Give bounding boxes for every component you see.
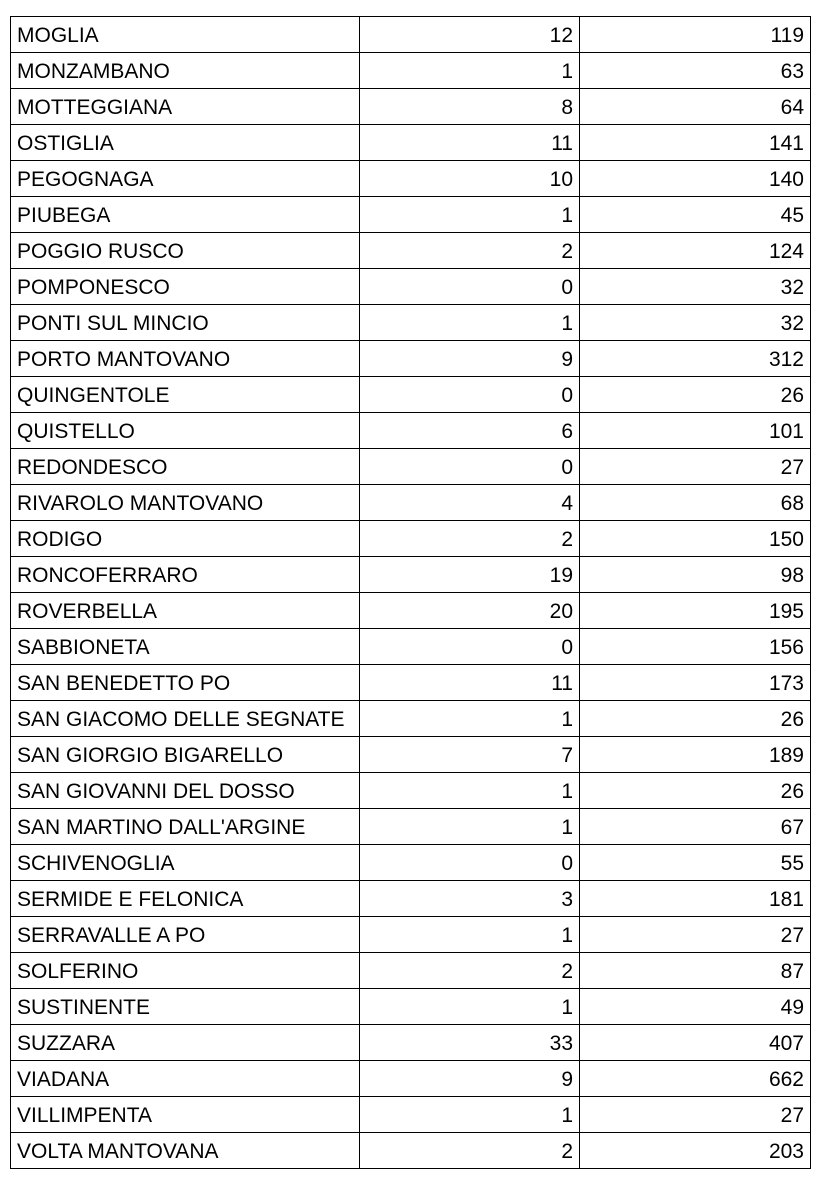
value-cell-1: 2: [360, 521, 580, 557]
value-cell-2: 119: [580, 17, 811, 53]
table-row: [11, 305, 811, 341]
value-cell-2: 203: [580, 1133, 811, 1169]
municipality-name-cell: PEGOGNAGA: [11, 161, 360, 197]
value-cell-1: 2: [360, 953, 580, 989]
table-row: [11, 53, 811, 89]
value-cell-1: 3: [360, 881, 580, 917]
value-cell-1: 1: [360, 917, 580, 953]
municipality-name-cell: RONCOFERRARO: [11, 557, 360, 593]
value-cell-1: 2: [360, 233, 580, 269]
value-cell-2: 87: [580, 953, 811, 989]
municipality-name-cell: SUSTINENTE: [11, 989, 360, 1025]
table-row: [11, 521, 811, 557]
municipality-name-cell: OSTIGLIA: [11, 125, 360, 161]
value-cell-2: 67: [580, 809, 811, 845]
value-cell-2: 195: [580, 593, 811, 629]
municipality-name-cell: SUZZARA: [11, 1025, 360, 1061]
value-cell-1: 1: [360, 701, 580, 737]
table-row: [11, 125, 811, 161]
value-cell-1: 1: [360, 53, 580, 89]
table-row: [11, 557, 811, 593]
value-cell-1: 11: [360, 125, 580, 161]
value-cell-2: 189: [580, 737, 811, 773]
value-cell-2: 27: [580, 1097, 811, 1133]
table-row: [11, 89, 811, 125]
value-cell-1: 20: [360, 593, 580, 629]
value-cell-1: 12: [360, 17, 580, 53]
table-row: [11, 1025, 811, 1061]
municipality-name-cell: POMPONESCO: [11, 269, 360, 305]
value-cell-1: 1: [360, 305, 580, 341]
municipality-name-cell: POGGIO RUSCO: [11, 233, 360, 269]
value-cell-1: 0: [360, 269, 580, 305]
value-cell-2: 141: [580, 125, 811, 161]
municipality-name-cell: MOTTEGGIANA: [11, 89, 360, 125]
table-row: [11, 773, 811, 809]
municipality-name-cell: PORTO MANTOVANO: [11, 341, 360, 377]
value-cell-1: 1: [360, 197, 580, 233]
value-cell-2: 55: [580, 845, 811, 881]
municipality-name-cell: PONTI SUL MINCIO: [11, 305, 360, 341]
municipality-table: [10, 16, 811, 1169]
table-row: [11, 1061, 811, 1097]
value-cell-1: 1: [360, 1097, 580, 1133]
table-row: [11, 1133, 811, 1169]
table-body: [11, 17, 811, 1169]
municipality-name-cell: MONZAMBANO: [11, 53, 360, 89]
value-cell-2: 101: [580, 413, 811, 449]
municipality-name-cell: ROVERBELLA: [11, 593, 360, 629]
table-row: [11, 845, 811, 881]
municipality-name-cell: SABBIONETA: [11, 629, 360, 665]
municipality-name-cell: VOLTA MANTOVANA: [11, 1133, 360, 1169]
value-cell-2: 26: [580, 701, 811, 737]
municipality-name-cell: PIUBEGA: [11, 197, 360, 233]
value-cell-1: 19: [360, 557, 580, 593]
value-cell-2: 150: [580, 521, 811, 557]
value-cell-1: 0: [360, 629, 580, 665]
value-cell-1: 0: [360, 845, 580, 881]
value-cell-2: 156: [580, 629, 811, 665]
value-cell-2: 27: [580, 917, 811, 953]
value-cell-2: 407: [580, 1025, 811, 1061]
value-cell-2: 312: [580, 341, 811, 377]
table-row: [11, 413, 811, 449]
value-cell-1: 7: [360, 737, 580, 773]
table-row: [11, 233, 811, 269]
value-cell-1: 9: [360, 1061, 580, 1097]
table-row: [11, 701, 811, 737]
value-cell-2: 64: [580, 89, 811, 125]
value-cell-2: 63: [580, 53, 811, 89]
value-cell-1: 9: [360, 341, 580, 377]
municipality-name-cell: SAN MARTINO DALL'ARGINE: [11, 809, 360, 845]
table-row: [11, 1097, 811, 1133]
value-cell-1: 1: [360, 773, 580, 809]
table-row: [11, 809, 811, 845]
value-cell-2: 140: [580, 161, 811, 197]
municipality-name-cell: SAN GIACOMO DELLE SEGNATE: [11, 701, 360, 737]
table-row: [11, 953, 811, 989]
table-row: [11, 881, 811, 917]
value-cell-2: 662: [580, 1061, 811, 1097]
municipality-name-cell: MOGLIA: [11, 17, 360, 53]
value-cell-2: 26: [580, 377, 811, 413]
value-cell-2: 26: [580, 773, 811, 809]
table-row: [11, 17, 811, 53]
municipality-name-cell: VIADANA: [11, 1061, 360, 1097]
table-row: [11, 737, 811, 773]
value-cell-2: 98: [580, 557, 811, 593]
value-cell-1: 1: [360, 989, 580, 1025]
table-row: [11, 449, 811, 485]
value-cell-1: 4: [360, 485, 580, 521]
table-row: [11, 161, 811, 197]
municipality-name-cell: SOLFERINO: [11, 953, 360, 989]
value-cell-1: 0: [360, 377, 580, 413]
value-cell-2: 32: [580, 269, 811, 305]
municipality-name-cell: SAN GIORGIO BIGARELLO: [11, 737, 360, 773]
value-cell-1: 2: [360, 1133, 580, 1169]
municipality-name-cell: SAN BENEDETTO PO: [11, 665, 360, 701]
value-cell-2: 45: [580, 197, 811, 233]
value-cell-1: 1: [360, 809, 580, 845]
value-cell-2: 27: [580, 449, 811, 485]
table-row: [11, 341, 811, 377]
value-cell-1: 10: [360, 161, 580, 197]
municipality-name-cell: REDONDESCO: [11, 449, 360, 485]
table-row: [11, 485, 811, 521]
municipality-name-cell: QUISTELLO: [11, 413, 360, 449]
municipality-name-cell: SCHIVENOGLIA: [11, 845, 360, 881]
value-cell-2: 49: [580, 989, 811, 1025]
municipality-name-cell: SAN GIOVANNI DEL DOSSO: [11, 773, 360, 809]
value-cell-1: 11: [360, 665, 580, 701]
table-row: [11, 197, 811, 233]
table-row: [11, 989, 811, 1025]
municipality-name-cell: VILLIMPENTA: [11, 1097, 360, 1133]
municipality-name-cell: RODIGO: [11, 521, 360, 557]
value-cell-1: 0: [360, 449, 580, 485]
municipality-name-cell: SERMIDE E FELONICA: [11, 881, 360, 917]
value-cell-1: 33: [360, 1025, 580, 1061]
municipality-name-cell: SERRAVALLE A PO: [11, 917, 360, 953]
table-row: [11, 377, 811, 413]
value-cell-2: 32: [580, 305, 811, 341]
table-row: [11, 593, 811, 629]
value-cell-1: 6: [360, 413, 580, 449]
table-row: [11, 917, 811, 953]
value-cell-2: 124: [580, 233, 811, 269]
value-cell-2: 173: [580, 665, 811, 701]
value-cell-2: 181: [580, 881, 811, 917]
value-cell-1: 8: [360, 89, 580, 125]
municipality-name-cell: QUINGENTOLE: [11, 377, 360, 413]
table-row: [11, 665, 811, 701]
municipality-name-cell: RIVAROLO MANTOVANO: [11, 485, 360, 521]
table-row: [11, 629, 811, 665]
value-cell-2: 68: [580, 485, 811, 521]
table-row: [11, 269, 811, 305]
